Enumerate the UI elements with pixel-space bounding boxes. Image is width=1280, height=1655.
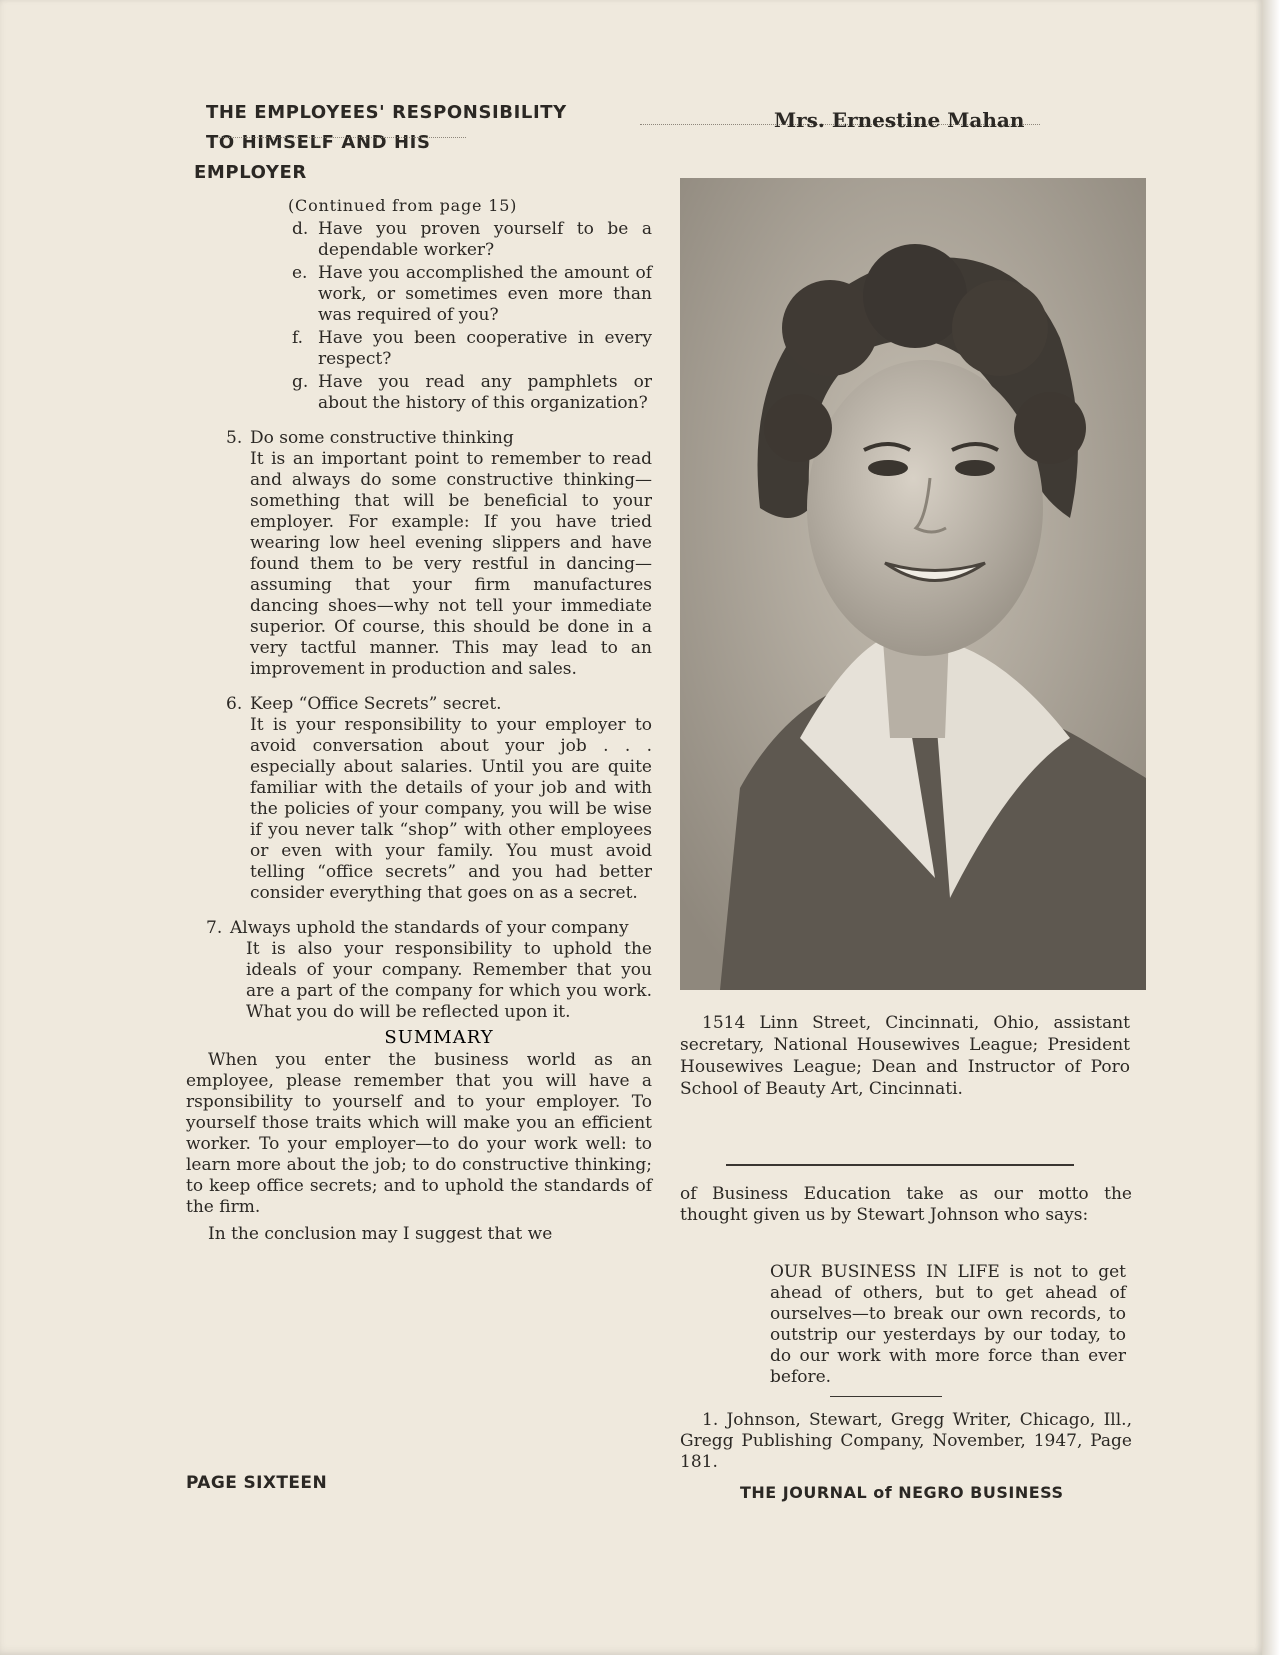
article-continuation: of Business Education take as our motto the thought given us by Stewart Johnson who says: <box>680 1184 1132 1225</box>
sub-items-list <box>186 219 652 414</box>
portrait-photo <box>680 178 1146 990</box>
numbered-item-heading <box>206 918 652 939</box>
item-number: 5. <box>226 428 243 448</box>
item-number: 6. <box>226 694 243 714</box>
profile-name: Mrs. Ernestine Mahan <box>774 108 1025 132</box>
footnote <box>680 1410 1132 1473</box>
motto-quote: OUR BUSINESS IN LIFE is not to get ahead of others, but to get ahead of ourselves—to break our own records, to outstrip our yesterdays by our today, to do our work with more force than ever before. <box>770 1262 1126 1387</box>
footnote-divider <box>830 1396 942 1397</box>
portrait-illustration <box>680 178 1146 990</box>
summary-closing-line: In the conclusion may I suggest that we <box>208 1224 553 1244</box>
sub-item-text: Have you been cooperative in every respect? <box>318 328 652 369</box>
numbered-item-5 <box>186 428 652 680</box>
sub-item-label: g. <box>292 372 309 392</box>
sub-item-label: e. <box>292 263 308 283</box>
page-number: PAGE SIXTEEN <box>186 1473 328 1493</box>
sub-item-text: Have you read any pamphlets or about the history of this organization? <box>318 372 652 413</box>
sub-item-f <box>292 328 652 370</box>
item-title: Always uphold the standards of your company <box>230 918 629 938</box>
journal-title: THE JOURNAL of NEGRO BUSINESS <box>740 1483 1064 1502</box>
numbered-item-6 <box>186 694 652 904</box>
sub-item-text: Have you proven yourself to be a dependable worker? <box>318 219 652 260</box>
sub-item-g <box>292 372 652 414</box>
summary-paragraph: When you enter the business world as an employee, please remember that you will have a rsponsibility to yourself and to your employer. To yourself those traits which will make you an efficient worker. To your employer—to do your work well: to learn more about the job; to do constructive thinking; to keep office secrets; and to uphold the standards of the firm. <box>186 1050 652 1217</box>
section-divider <box>726 1164 1074 1166</box>
numbered-item-heading <box>226 428 652 449</box>
article-heading-line-1: THE EMPLOYEES' RESPONSIBILITY <box>206 102 567 123</box>
article-heading-line-3: EMPLOYER <box>194 162 307 183</box>
item-number: 7. <box>206 918 223 938</box>
item-title: Keep “Office Secrets” secret. <box>250 694 502 714</box>
footnote-text: 1. Johnson, Stewart, Gregg Writer, Chicago, Ill., Gregg Publishing Company, November, 1947, Page 181. <box>680 1410 1132 1472</box>
profile-caption <box>680 1012 1130 1100</box>
sub-item-d <box>292 219 652 261</box>
item-title: Do some constructive thinking <box>250 428 514 448</box>
item-body: It is an important point to remember to read and always do some constructive thinking—something that will be beneficial to your employer. For example: If you have tried wearing low heel evening slippers and have found them to be very restful in dancing—assuming that your firm manufactures dancing shoes—why not tell your immediate superior. Of course, this should be done in a very tactful manner. This may lead to an improvement in production and sales. <box>250 449 652 679</box>
sub-item-text: Have you accomplished the amount of work, or sometimes even more than was required of you? <box>318 263 652 325</box>
profile-caption-text: 1514 Linn Street, Cincinnati, Ohio, assistant secretary, National Housewives League; President Housewives League; Dean and Instructor of Poro School of Beauty Art, Cincinnati. <box>680 1013 1130 1099</box>
continued-note: (Continued from page 15) <box>288 196 518 215</box>
page-edge-shadow <box>1262 0 1280 1655</box>
sub-item-label: d. <box>292 219 309 239</box>
article-heading-line-2: TO HIMSELF AND HIS <box>206 132 431 153</box>
item-body: It is also your responsibility to uphold the ideals of your company. Remember that you are a part of the company for which you work. What you do will be reflected upon it. <box>246 939 652 1022</box>
item-body: It is your responsibility to your employer to avoid conversation about your job . . . especially about salaries. Until you are quite familiar with the details of your job and with the policies of your company, you will be wise if you never talk “shop” with other employees or even with your family. You must avoid telling “office secrets” and you had better consider everything that goes on as a secret. <box>250 715 652 903</box>
sub-item-label: f. <box>292 328 304 348</box>
sub-item-e <box>292 263 652 326</box>
numbered-item-heading <box>226 694 652 715</box>
article-column <box>186 98 652 1245</box>
summary-heading: SUMMARY <box>384 1027 494 1048</box>
numbered-item-7 <box>186 918 652 1023</box>
heading-dotted-rule <box>216 137 466 138</box>
